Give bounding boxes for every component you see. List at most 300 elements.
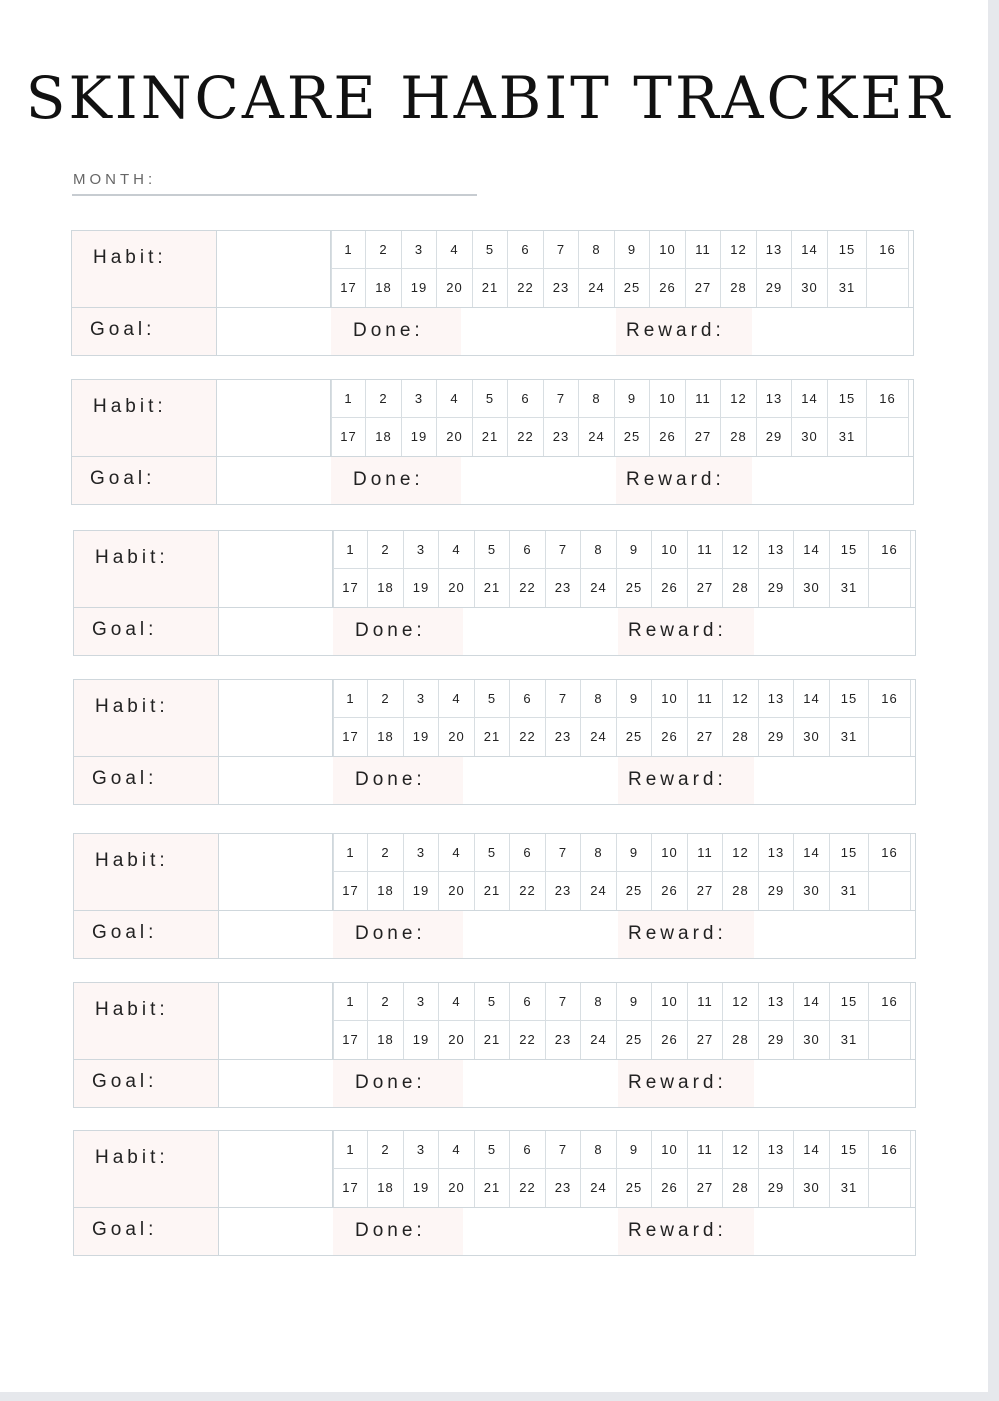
habit-name-field[interactable] bbox=[219, 680, 333, 756]
done-field[interactable] bbox=[333, 1208, 463, 1255]
day-cell[interactable]: 6 bbox=[510, 680, 546, 718]
day-cell[interactable]: 26 bbox=[652, 569, 688, 607]
day-cell[interactable]: 27 bbox=[688, 1021, 723, 1059]
day-cell[interactable]: 5 bbox=[475, 680, 510, 718]
day-cell[interactable]: 8 bbox=[581, 1131, 617, 1169]
day-cell[interactable]: 11 bbox=[686, 231, 721, 269]
day-cell[interactable]: 9 bbox=[617, 1131, 652, 1169]
day-cell[interactable]: 4 bbox=[437, 380, 473, 418]
day-cell[interactable]: 17 bbox=[333, 1021, 368, 1059]
day-cell[interactable]: 16 bbox=[867, 231, 909, 269]
goal-label-cell bbox=[74, 757, 219, 804]
day-cell[interactable]: 10 bbox=[652, 680, 688, 718]
day-cell[interactable]: 5 bbox=[473, 380, 508, 418]
done-label: Done: bbox=[353, 320, 424, 341]
day-cell[interactable]: 28 bbox=[721, 418, 757, 456]
done-label: Done: bbox=[353, 469, 424, 490]
day-cell[interactable]: 17 bbox=[333, 872, 368, 910]
day-cell[interactable]: 15 bbox=[830, 1131, 869, 1169]
habit-tracker-block bbox=[73, 982, 916, 1108]
day-cell[interactable]: 25 bbox=[615, 418, 650, 456]
habit-label-cell bbox=[74, 834, 219, 910]
day-cell[interactable]: 31 bbox=[830, 1169, 869, 1207]
day-cell[interactable]: 1 bbox=[333, 1131, 368, 1169]
day-cell[interactable]: 28 bbox=[723, 718, 759, 756]
day-cell[interactable]: 25 bbox=[615, 269, 650, 307]
day-cell[interactable]: 16 bbox=[869, 1131, 911, 1169]
day-cell[interactable]: 9 bbox=[615, 380, 650, 418]
day-cell[interactable]: 24 bbox=[581, 569, 617, 607]
goal-row bbox=[74, 607, 915, 655]
day-cell[interactable]: 18 bbox=[368, 1169, 404, 1207]
day-cell[interactable]: 9 bbox=[617, 983, 652, 1021]
goal-row bbox=[74, 756, 915, 804]
day-cell[interactable]: 22 bbox=[508, 418, 544, 456]
day-cell[interactable]: 13 bbox=[759, 531, 794, 569]
day-cell[interactable]: 23 bbox=[546, 569, 581, 607]
day-cell[interactable]: 2 bbox=[366, 380, 402, 418]
reward-label: Reward: bbox=[628, 1072, 727, 1093]
day-cell[interactable]: 21 bbox=[475, 1021, 510, 1059]
habit-tracker-block bbox=[73, 833, 916, 959]
day-cell[interactable]: 7 bbox=[546, 834, 581, 872]
day-cell[interactable] bbox=[869, 569, 911, 607]
day-cell[interactable]: 2 bbox=[368, 834, 404, 872]
day-cell[interactable] bbox=[869, 1169, 911, 1207]
reward-field[interactable] bbox=[618, 608, 754, 655]
day-cell[interactable]: 12 bbox=[723, 680, 759, 718]
done-label: Done: bbox=[355, 1072, 426, 1093]
day-cell[interactable]: 18 bbox=[368, 872, 404, 910]
habit-label-cell bbox=[72, 380, 217, 456]
day-cell[interactable]: 6 bbox=[510, 834, 546, 872]
habit-tracker-block bbox=[73, 530, 916, 656]
day-cell[interactable]: 5 bbox=[475, 531, 510, 569]
page-title: SKINCARE HABIT TRACKER bbox=[25, 64, 953, 132]
day-cell[interactable]: 14 bbox=[794, 531, 830, 569]
day-cell[interactable]: 7 bbox=[544, 380, 579, 418]
day-cell[interactable]: 31 bbox=[830, 569, 869, 607]
day-cell[interactable]: 11 bbox=[688, 531, 723, 569]
day-cell[interactable]: 29 bbox=[759, 569, 794, 607]
day-cell[interactable]: 10 bbox=[652, 834, 688, 872]
day-cell[interactable]: 9 bbox=[617, 834, 652, 872]
day-cell[interactable]: 11 bbox=[686, 380, 721, 418]
day-cell[interactable]: 8 bbox=[581, 983, 617, 1021]
day-cell[interactable]: 13 bbox=[759, 680, 794, 718]
reward-field[interactable] bbox=[616, 308, 752, 355]
done-label: Done: bbox=[355, 769, 426, 790]
day-cell[interactable]: 20 bbox=[439, 872, 475, 910]
day-cell[interactable]: 13 bbox=[759, 834, 794, 872]
day-cell[interactable]: 22 bbox=[508, 269, 544, 307]
goal-label-cell bbox=[74, 1060, 219, 1107]
day-cell[interactable]: 8 bbox=[579, 380, 615, 418]
habit-tracker-block bbox=[73, 679, 916, 805]
day-cell[interactable]: 20 bbox=[439, 1169, 475, 1207]
day-cell[interactable]: 24 bbox=[579, 269, 615, 307]
day-cell[interactable]: 15 bbox=[830, 680, 869, 718]
day-cell[interactable]: 26 bbox=[652, 1169, 688, 1207]
day-cell[interactable]: 6 bbox=[508, 231, 544, 269]
day-cell[interactable]: 16 bbox=[869, 983, 911, 1021]
day-cell[interactable]: 22 bbox=[510, 1169, 546, 1207]
day-cell[interactable]: 17 bbox=[331, 418, 366, 456]
day-cell[interactable]: 18 bbox=[368, 569, 404, 607]
day-cell[interactable]: 11 bbox=[688, 1131, 723, 1169]
day-cell[interactable]: 29 bbox=[759, 718, 794, 756]
day-cell[interactable]: 4 bbox=[439, 1131, 475, 1169]
day-cell[interactable]: 17 bbox=[333, 1169, 368, 1207]
day-grid bbox=[333, 983, 915, 1059]
month-label: MONTH: bbox=[73, 171, 157, 188]
day-cell[interactable]: 12 bbox=[723, 983, 759, 1021]
day-cell[interactable]: 3 bbox=[404, 680, 439, 718]
day-cell[interactable] bbox=[869, 718, 911, 756]
day-cell[interactable]: 30 bbox=[792, 418, 828, 456]
day-grid bbox=[333, 1131, 915, 1207]
goal-row bbox=[72, 307, 913, 355]
day-cell[interactable]: 19 bbox=[404, 872, 439, 910]
reward-field[interactable] bbox=[616, 457, 752, 504]
day-cell[interactable]: 19 bbox=[402, 418, 437, 456]
habit-name-field[interactable] bbox=[219, 834, 333, 910]
day-cell[interactable]: 21 bbox=[473, 418, 508, 456]
done-label: Done: bbox=[355, 1220, 426, 1241]
day-cell[interactable]: 29 bbox=[757, 269, 792, 307]
day-cell[interactable]: 21 bbox=[475, 872, 510, 910]
day-cell[interactable]: 9 bbox=[615, 231, 650, 269]
done-field[interactable] bbox=[333, 911, 463, 958]
day-cell[interactable]: 2 bbox=[368, 1131, 404, 1169]
day-cell[interactable]: 3 bbox=[404, 983, 439, 1021]
day-cell[interactable]: 16 bbox=[867, 380, 909, 418]
day-cell[interactable]: 2 bbox=[368, 983, 404, 1021]
habit-label: Habit: bbox=[95, 547, 169, 568]
habit-name-field[interactable] bbox=[217, 380, 331, 456]
day-cell[interactable]: 14 bbox=[794, 680, 830, 718]
day-cell[interactable]: 7 bbox=[546, 680, 581, 718]
reward-label: Reward: bbox=[626, 469, 725, 490]
day-cell[interactable]: 11 bbox=[688, 680, 723, 718]
day-cell[interactable]: 17 bbox=[333, 569, 368, 607]
day-cell[interactable]: 14 bbox=[794, 834, 830, 872]
day-cell[interactable]: 17 bbox=[333, 718, 368, 756]
day-cell[interactable]: 10 bbox=[652, 531, 688, 569]
habit-label-cell bbox=[74, 1131, 219, 1207]
day-cell[interactable]: 27 bbox=[688, 718, 723, 756]
day-cell[interactable]: 3 bbox=[404, 1131, 439, 1169]
day-cell[interactable]: 9 bbox=[617, 531, 652, 569]
day-cell[interactable]: 29 bbox=[759, 872, 794, 910]
day-cell[interactable]: 22 bbox=[510, 1021, 546, 1059]
day-cell[interactable]: 12 bbox=[723, 531, 759, 569]
habit-label: Habit: bbox=[95, 850, 169, 871]
day-cell[interactable]: 18 bbox=[366, 269, 402, 307]
day-cell[interactable]: 24 bbox=[581, 872, 617, 910]
day-cell[interactable]: 20 bbox=[437, 269, 473, 307]
day-cell[interactable]: 30 bbox=[794, 1169, 830, 1207]
day-cell[interactable]: 20 bbox=[439, 569, 475, 607]
day-cell[interactable]: 13 bbox=[757, 380, 792, 418]
day-cell[interactable]: 4 bbox=[439, 834, 475, 872]
day-cell[interactable]: 23 bbox=[546, 718, 581, 756]
day-cell[interactable]: 3 bbox=[404, 834, 439, 872]
goal-row bbox=[74, 910, 915, 958]
day-cell[interactable]: 15 bbox=[828, 231, 867, 269]
day-cell[interactable]: 23 bbox=[544, 418, 579, 456]
day-cell[interactable]: 14 bbox=[794, 1131, 830, 1169]
day-cell[interactable]: 19 bbox=[402, 269, 437, 307]
goal-label-cell bbox=[74, 911, 219, 958]
habit-label-cell bbox=[74, 680, 219, 756]
day-cell[interactable]: 28 bbox=[721, 269, 757, 307]
day-cell[interactable]: 23 bbox=[546, 1021, 581, 1059]
habit-label: Habit: bbox=[93, 396, 167, 417]
day-cell[interactable]: 16 bbox=[869, 680, 911, 718]
reward-label: Reward: bbox=[626, 320, 725, 341]
day-cell[interactable]: 25 bbox=[617, 872, 652, 910]
day-cell[interactable]: 4 bbox=[439, 531, 475, 569]
reward-field[interactable] bbox=[618, 911, 754, 958]
day-cell[interactable]: 7 bbox=[544, 231, 579, 269]
day-cell[interactable]: 22 bbox=[510, 872, 546, 910]
day-cell[interactable]: 31 bbox=[828, 269, 867, 307]
day-cell[interactable]: 5 bbox=[475, 1131, 510, 1169]
day-cell[interactable]: 24 bbox=[581, 1021, 617, 1059]
goal-label-cell bbox=[74, 1208, 219, 1255]
day-cell[interactable]: 20 bbox=[439, 718, 475, 756]
done-label: Done: bbox=[355, 923, 426, 944]
goal-label: Goal: bbox=[90, 319, 156, 340]
day-cell[interactable]: 28 bbox=[723, 1021, 759, 1059]
day-cell[interactable]: 30 bbox=[792, 269, 828, 307]
day-cell[interactable]: 29 bbox=[757, 418, 792, 456]
day-cell[interactable]: 15 bbox=[830, 983, 869, 1021]
day-cell[interactable]: 26 bbox=[652, 1021, 688, 1059]
day-cell[interactable]: 16 bbox=[869, 531, 911, 569]
habit-label-cell bbox=[72, 231, 217, 307]
day-cell[interactable]: 7 bbox=[546, 531, 581, 569]
day-cell[interactable]: 27 bbox=[688, 569, 723, 607]
day-cell[interactable]: 31 bbox=[828, 418, 867, 456]
day-cell[interactable]: 26 bbox=[650, 418, 686, 456]
day-cell[interactable]: 24 bbox=[579, 418, 615, 456]
day-cell[interactable]: 12 bbox=[721, 380, 757, 418]
day-cell[interactable]: 1 bbox=[333, 834, 368, 872]
day-cell[interactable]: 3 bbox=[402, 231, 437, 269]
day-cell[interactable]: 28 bbox=[723, 872, 759, 910]
day-cell[interactable]: 8 bbox=[581, 680, 617, 718]
day-cell[interactable]: 1 bbox=[333, 983, 368, 1021]
day-cell[interactable]: 4 bbox=[437, 231, 473, 269]
day-cell[interactable]: 19 bbox=[404, 1021, 439, 1059]
day-cell[interactable]: 19 bbox=[404, 569, 439, 607]
day-cell[interactable]: 21 bbox=[475, 569, 510, 607]
day-cell[interactable]: 29 bbox=[759, 1169, 794, 1207]
goal-label: Goal: bbox=[92, 768, 158, 789]
day-cell[interactable]: 27 bbox=[688, 1169, 723, 1207]
day-cell[interactable]: 23 bbox=[546, 1169, 581, 1207]
day-cell[interactable]: 27 bbox=[686, 418, 721, 456]
reward-field[interactable] bbox=[618, 757, 754, 804]
day-cell[interactable]: 8 bbox=[581, 531, 617, 569]
day-cell[interactable]: 30 bbox=[794, 872, 830, 910]
goal-label: Goal: bbox=[92, 1219, 158, 1240]
day-cell[interactable]: 16 bbox=[869, 834, 911, 872]
day-cell[interactable]: 19 bbox=[404, 718, 439, 756]
day-grid bbox=[333, 680, 915, 756]
reward-field[interactable] bbox=[618, 1208, 754, 1255]
day-cell[interactable]: 1 bbox=[333, 531, 368, 569]
day-cell[interactable]: 18 bbox=[368, 1021, 404, 1059]
day-cell[interactable]: 10 bbox=[652, 1131, 688, 1169]
goal-row bbox=[72, 456, 913, 504]
habit-label: Habit: bbox=[95, 1147, 169, 1168]
day-cell[interactable]: 28 bbox=[723, 1169, 759, 1207]
day-cell[interactable]: 1 bbox=[331, 231, 366, 269]
habit-label-cell bbox=[74, 983, 219, 1059]
day-cell[interactable]: 1 bbox=[333, 680, 368, 718]
reward-label: Reward: bbox=[628, 1220, 727, 1241]
day-cell[interactable]: 24 bbox=[581, 718, 617, 756]
day-cell[interactable]: 6 bbox=[510, 1131, 546, 1169]
day-cell[interactable]: 9 bbox=[617, 680, 652, 718]
day-cell[interactable]: 14 bbox=[794, 983, 830, 1021]
day-cell[interactable] bbox=[869, 872, 911, 910]
day-cell[interactable]: 20 bbox=[439, 1021, 475, 1059]
day-cell[interactable]: 26 bbox=[652, 872, 688, 910]
day-cell[interactable]: 21 bbox=[473, 269, 508, 307]
day-cell[interactable]: 27 bbox=[686, 269, 721, 307]
habit-name-field[interactable] bbox=[219, 1131, 333, 1207]
day-cell[interactable]: 18 bbox=[368, 718, 404, 756]
day-cell[interactable]: 30 bbox=[794, 718, 830, 756]
day-cell[interactable]: 13 bbox=[759, 983, 794, 1021]
day-cell[interactable]: 11 bbox=[688, 983, 723, 1021]
day-cell[interactable]: 24 bbox=[581, 1169, 617, 1207]
day-cell[interactable]: 2 bbox=[366, 231, 402, 269]
goal-label-cell bbox=[72, 457, 217, 504]
day-cell[interactable]: 26 bbox=[652, 718, 688, 756]
day-cell[interactable]: 15 bbox=[828, 380, 867, 418]
day-cell[interactable]: 7 bbox=[546, 1131, 581, 1169]
goal-label: Goal: bbox=[90, 468, 156, 489]
done-field[interactable] bbox=[333, 608, 463, 655]
habit-tracker-block bbox=[71, 379, 914, 505]
day-cell[interactable]: 5 bbox=[473, 231, 508, 269]
day-cell[interactable]: 30 bbox=[794, 1021, 830, 1059]
day-cell[interactable]: 22 bbox=[510, 569, 546, 607]
day-cell[interactable]: 6 bbox=[510, 983, 546, 1021]
day-cell[interactable]: 13 bbox=[757, 231, 792, 269]
day-cell[interactable]: 23 bbox=[546, 872, 581, 910]
day-grid bbox=[331, 380, 913, 456]
day-cell[interactable]: 8 bbox=[581, 834, 617, 872]
done-label: Done: bbox=[355, 620, 426, 641]
day-cell[interactable]: 10 bbox=[650, 231, 686, 269]
day-cell[interactable]: 2 bbox=[368, 680, 404, 718]
day-cell[interactable]: 5 bbox=[475, 834, 510, 872]
goal-label: Goal: bbox=[92, 1071, 158, 1092]
habit-name-field[interactable] bbox=[217, 231, 331, 307]
day-cell[interactable]: 4 bbox=[439, 983, 475, 1021]
day-cell[interactable] bbox=[867, 269, 909, 307]
day-cell[interactable]: 7 bbox=[546, 983, 581, 1021]
habit-name-field[interactable] bbox=[219, 531, 333, 607]
day-cell[interactable]: 22 bbox=[510, 718, 546, 756]
day-cell[interactable]: 14 bbox=[792, 231, 828, 269]
day-cell[interactable]: 25 bbox=[617, 1021, 652, 1059]
day-cell[interactable]: 27 bbox=[688, 872, 723, 910]
goal-row bbox=[74, 1207, 915, 1255]
day-cell[interactable]: 18 bbox=[366, 418, 402, 456]
day-cell[interactable]: 21 bbox=[475, 718, 510, 756]
day-cell[interactable]: 4 bbox=[439, 680, 475, 718]
goal-label-cell bbox=[74, 608, 219, 655]
day-grid bbox=[331, 231, 913, 307]
day-cell[interactable]: 25 bbox=[617, 718, 652, 756]
day-cell[interactable]: 12 bbox=[721, 231, 757, 269]
habit-name-field[interactable] bbox=[219, 983, 333, 1059]
day-cell[interactable]: 14 bbox=[792, 380, 828, 418]
day-cell[interactable]: 10 bbox=[650, 380, 686, 418]
day-cell[interactable]: 6 bbox=[508, 380, 544, 418]
goal-row bbox=[74, 1059, 915, 1107]
day-cell[interactable]: 31 bbox=[830, 718, 869, 756]
done-field[interactable] bbox=[331, 308, 461, 355]
day-cell[interactable]: 3 bbox=[402, 380, 437, 418]
month-input-line[interactable] bbox=[72, 194, 477, 196]
day-cell[interactable]: 25 bbox=[617, 569, 652, 607]
day-cell[interactable]: 29 bbox=[759, 1021, 794, 1059]
day-cell[interactable]: 2 bbox=[368, 531, 404, 569]
day-cell[interactable]: 6 bbox=[510, 531, 546, 569]
day-cell[interactable]: 11 bbox=[688, 834, 723, 872]
day-cell[interactable] bbox=[867, 418, 909, 456]
day-cell[interactable]: 20 bbox=[437, 418, 473, 456]
reward-field[interactable] bbox=[618, 1060, 754, 1107]
done-field[interactable] bbox=[331, 457, 461, 504]
day-cell[interactable]: 8 bbox=[579, 231, 615, 269]
day-cell[interactable]: 15 bbox=[830, 834, 869, 872]
day-cell[interactable]: 26 bbox=[650, 269, 686, 307]
day-grid bbox=[333, 834, 915, 910]
day-cell[interactable]: 21 bbox=[475, 1169, 510, 1207]
day-cell[interactable]: 10 bbox=[652, 983, 688, 1021]
day-cell[interactable]: 19 bbox=[404, 1169, 439, 1207]
done-field[interactable] bbox=[333, 757, 463, 804]
day-cell[interactable]: 31 bbox=[830, 872, 869, 910]
day-cell[interactable]: 17 bbox=[331, 269, 366, 307]
day-cell[interactable]: 23 bbox=[544, 269, 579, 307]
day-cell[interactable]: 28 bbox=[723, 569, 759, 607]
day-cell[interactable]: 31 bbox=[830, 1021, 869, 1059]
day-cell[interactable]: 15 bbox=[830, 531, 869, 569]
day-cell[interactable]: 30 bbox=[794, 569, 830, 607]
day-cell[interactable]: 25 bbox=[617, 1169, 652, 1207]
day-cell[interactable]: 5 bbox=[475, 983, 510, 1021]
day-cell[interactable]: 3 bbox=[404, 531, 439, 569]
day-cell[interactable]: 12 bbox=[723, 834, 759, 872]
day-cell[interactable] bbox=[869, 1021, 911, 1059]
done-field[interactable] bbox=[333, 1060, 463, 1107]
habit-label-cell bbox=[74, 531, 219, 607]
day-cell[interactable]: 13 bbox=[759, 1131, 794, 1169]
day-cell[interactable]: 12 bbox=[723, 1131, 759, 1169]
day-cell[interactable]: 1 bbox=[331, 380, 366, 418]
reward-label: Reward: bbox=[628, 923, 727, 944]
